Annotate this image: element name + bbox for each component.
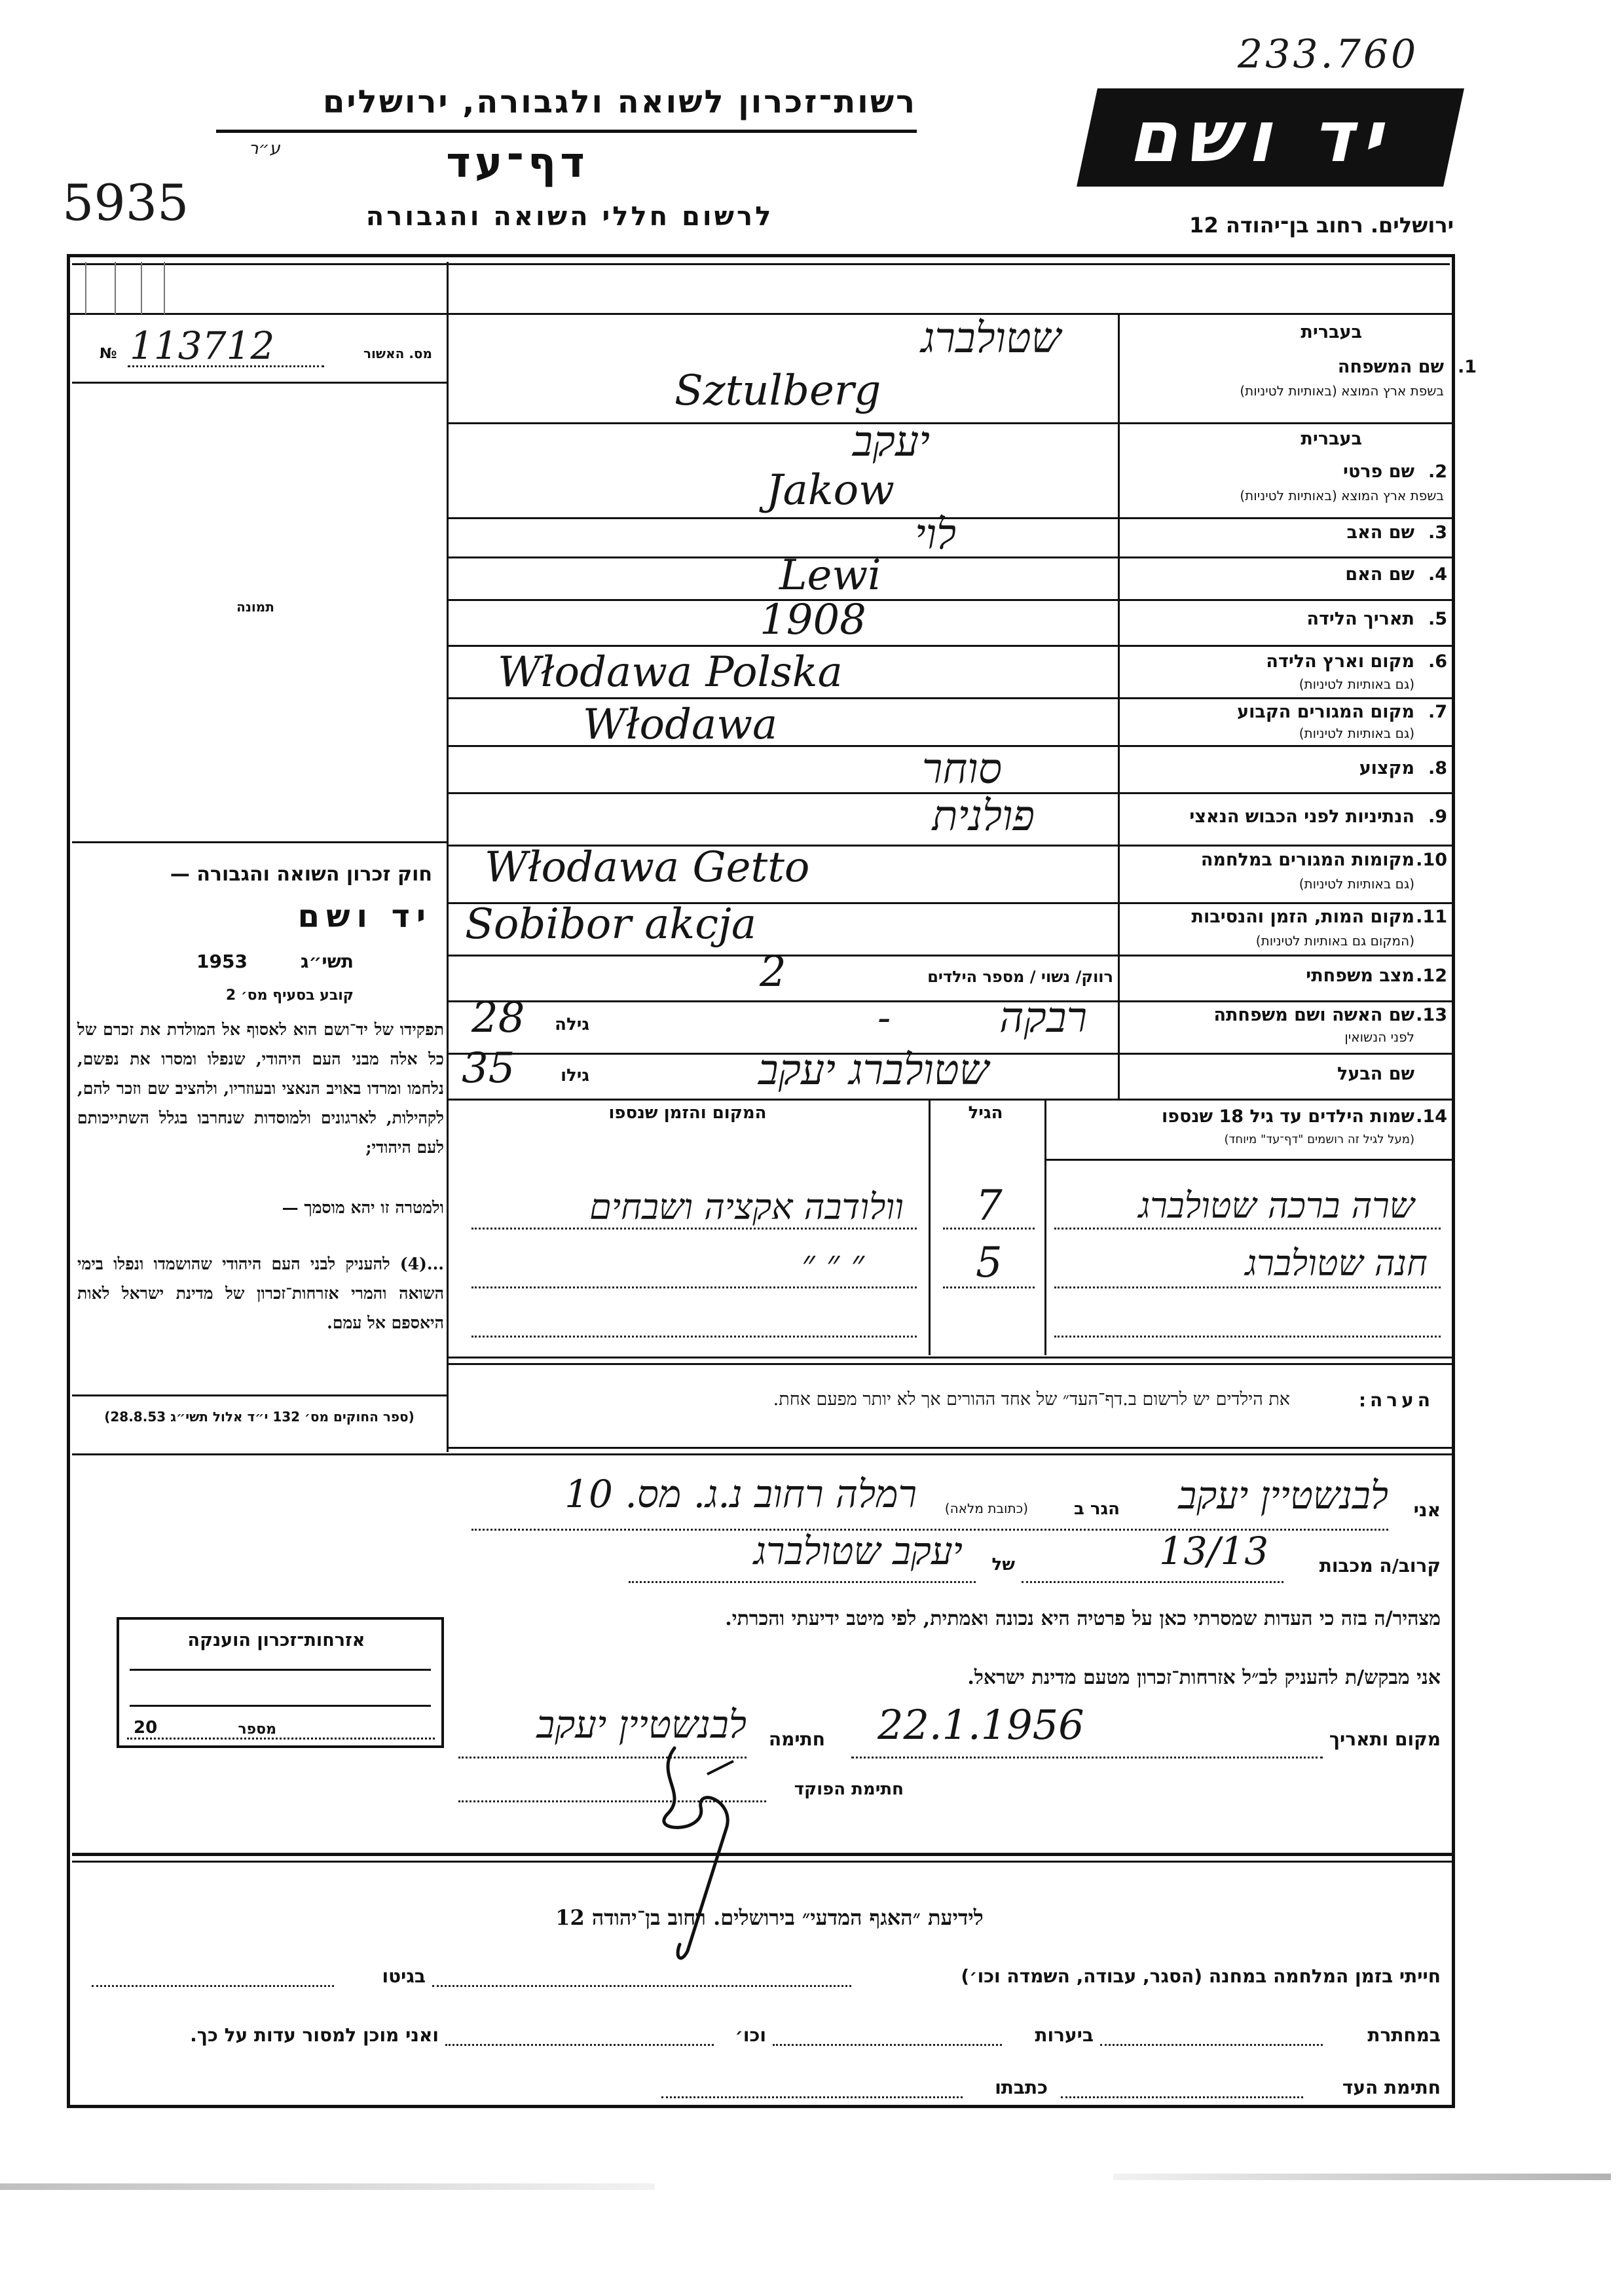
children-header-sub: (מעל לגיל זה רושמים "דף־עד" מיוחד) bbox=[1224, 1133, 1414, 1146]
scan-artifact bbox=[1113, 2174, 1611, 2180]
frame-top-row-line bbox=[67, 313, 1455, 315]
field-4-label: שם האם bbox=[1345, 564, 1414, 585]
sidebar-separator bbox=[447, 262, 449, 1452]
citizenship-number: 20 bbox=[134, 1718, 158, 1738]
field-12-value-label: רווק/ נשוי / מספר הילדים bbox=[927, 968, 1113, 986]
field-2-hebrew-tag: בעברית bbox=[1301, 429, 1362, 449]
label-column-separator bbox=[1118, 313, 1120, 1099]
citizenship-number-line bbox=[127, 1738, 435, 1740]
decl-signature-label: חתימה bbox=[768, 1728, 825, 1750]
field-9-label: הנתיניות לפני הכבוש הנאצי bbox=[1189, 807, 1414, 827]
page-number: 5935 bbox=[62, 173, 189, 232]
citizenship-line bbox=[130, 1669, 431, 1671]
decl-statement-1: מצהיר/ה בזה כי העדות שמסרתי כאן על פרטיה היא נכונה ואמתית, לפי מיטב ידיעתי והכרתי. bbox=[725, 1607, 1441, 1630]
field-2-sublabel: בשפת ארץ המוצא (באותיות לטיניות) bbox=[1240, 488, 1444, 503]
address: ירושלים. רחוב בן־יהודה 12 bbox=[1189, 213, 1454, 238]
children-header-line bbox=[1044, 1159, 1452, 1161]
bottom-line1-a: חייתי בזמן המלחמה במחנה (הסגר, עבודה, השמדה וכו׳) bbox=[961, 1965, 1441, 1987]
field-6-sublabel: (גם באותיות לטיניות) bbox=[1299, 676, 1414, 692]
archive-number: 233.760 bbox=[1238, 31, 1419, 77]
child-1-place: וולודבה אקציה ושבחים bbox=[589, 1186, 904, 1228]
row-line bbox=[447, 645, 1452, 647]
field-1-label: שם המשפחה bbox=[1337, 357, 1444, 377]
field-13-age: 28 bbox=[471, 994, 525, 1042]
field-9-number: 9. bbox=[1428, 807, 1447, 827]
decl-official-sig-label: חתימת הפוקד bbox=[794, 1779, 904, 1799]
field-13-sublabel: לפני הנשואין bbox=[1344, 1029, 1414, 1045]
decl-address-note: (כתובת מלאה) bbox=[944, 1501, 1028, 1516]
bottom-line3-underline bbox=[661, 2096, 963, 2098]
law-paragraph-2: ...(4) להעניק לבני העם היהודי שהושמדו ונפלו בימי השואה והמרי אזרחות־זכרון של מדינת ישראל לאות היאספם אל עמם. bbox=[77, 1254, 444, 1332]
field-7-label: מקום המגורים הקבוע bbox=[1237, 702, 1414, 722]
field-1-number: 1. bbox=[1457, 357, 1477, 377]
bottom-line2-underline bbox=[1100, 2044, 1323, 2046]
field-11-sublabel: (המקום גם באותיות לטיניות) bbox=[1255, 933, 1414, 949]
decl-of-label: של bbox=[991, 1555, 1015, 1575]
child-2-name: חנה שטולברג bbox=[1245, 1243, 1428, 1284]
law-paragraph-1-end: ולמטרה זו יהא מוסמך — bbox=[282, 1198, 444, 1217]
approval-number: 113712 bbox=[130, 323, 275, 368]
field-12-value: 2 bbox=[760, 948, 786, 996]
field-10-label: מקומות המגורים במלחמה bbox=[1200, 850, 1414, 870]
decl-relation-underline bbox=[1022, 1581, 1283, 1583]
field-5-number: 5. bbox=[1428, 609, 1447, 629]
field-11-value: Sobibor akcja bbox=[465, 900, 757, 949]
decl-i-value: לבנשטיין יעקב bbox=[1178, 1473, 1388, 1518]
citizenship-box bbox=[117, 1617, 444, 1748]
children-number: 14. bbox=[1416, 1106, 1447, 1127]
row-line bbox=[447, 697, 1452, 699]
field-10-value: Włodawa Getto bbox=[485, 843, 810, 892]
bottom-line2-d: ואני מוכן למסור עדות על כך. bbox=[190, 2024, 439, 2046]
law-clause: קובע בסעיף מס׳ 2 bbox=[225, 987, 354, 1004]
field-4-value: Lewi bbox=[779, 551, 881, 600]
bottom-line2-underline bbox=[445, 2044, 714, 2046]
sidebar-photo-line bbox=[72, 841, 447, 843]
small-mark: ע״ר bbox=[249, 139, 280, 158]
field-1-value-latin: Sztulberg bbox=[674, 367, 881, 415]
law-title: חוק זכרון השואה והגבורה — bbox=[170, 863, 432, 886]
note-bottom-line bbox=[447, 1447, 1452, 1449]
field-3-value: לוי bbox=[914, 511, 956, 559]
field-11-number: 11. bbox=[1416, 907, 1447, 927]
bottom-section-line bbox=[72, 1853, 1452, 1856]
children-col-sep-1 bbox=[929, 1100, 931, 1355]
bottom-section-line-2 bbox=[72, 1861, 1452, 1863]
bottom-line1-underline bbox=[92, 1985, 334, 1987]
field-7-number: 7. bbox=[1428, 702, 1447, 722]
field-2-value-latin: Jakow bbox=[766, 466, 895, 515]
top-grid-line bbox=[164, 262, 165, 314]
child-row-underline bbox=[1054, 1286, 1441, 1288]
field-3-label: שם האב bbox=[1346, 522, 1414, 543]
frame-inner-top bbox=[72, 263, 1450, 265]
field-2-number: 2. bbox=[1428, 462, 1447, 482]
field-12-number: 12. bbox=[1416, 966, 1447, 986]
authority-underline bbox=[216, 130, 917, 133]
decl-statement-2: אני מבקש/ת להעניק לב״ל אזרחות־זכרון מטעם מדינת ישראל. bbox=[967, 1666, 1441, 1689]
decl-place-date-label: מקום ותאריך bbox=[1329, 1728, 1441, 1750]
row-line bbox=[447, 955, 1452, 957]
field-1-hebrew-tag: בעברית bbox=[1301, 322, 1362, 342]
law-footer: (ספר החוקים מס׳ 132 י״ד אלול תשי״ג 28.8.53) bbox=[104, 1409, 415, 1425]
form-subtitle: לרשום חללי השואה והגבורה bbox=[365, 202, 774, 232]
decl-living-label: הגר ב bbox=[1073, 1499, 1120, 1519]
field-8-label: מקצוע bbox=[1359, 758, 1414, 778]
citizenship-line bbox=[130, 1705, 431, 1707]
row-line bbox=[447, 422, 1452, 424]
child-row-underline bbox=[471, 1286, 917, 1288]
child-2-age: 5 bbox=[976, 1239, 1003, 1287]
bottom-title: לידיעת ״האגף המדעי״ בירושלים. רחוב בן־יהודה 12 bbox=[555, 1905, 984, 1930]
decl-of-underline bbox=[629, 1581, 976, 1583]
note-top-line-2 bbox=[447, 1363, 1452, 1365]
decl-signature-value: לבנשטיין יעקב bbox=[536, 1702, 747, 1747]
sidebar-approval-line bbox=[72, 382, 447, 384]
bottom-line3-underline bbox=[1061, 2096, 1303, 2098]
field-13-age-label: גילה bbox=[555, 1015, 589, 1034]
bottom-line2-underline bbox=[773, 2044, 1002, 2046]
field-husband-age-label: גילו bbox=[561, 1066, 589, 1085]
law-year-hebrew: תשי״ג bbox=[301, 951, 354, 972]
child-row-underline bbox=[471, 1228, 917, 1230]
decl-of-value: יעקב שטולברג bbox=[753, 1529, 963, 1573]
field-6-number: 6. bbox=[1428, 651, 1447, 672]
field-6-value: Włodawa Polska bbox=[498, 648, 843, 697]
note-text: את הילדים יש לרשום ב.דף־העד״ של אחד ההורים אך לא יותר מפעם אחת. bbox=[773, 1389, 1290, 1410]
photo-label: תמונה bbox=[236, 599, 274, 615]
note-bottom-line-2 bbox=[72, 1453, 1452, 1455]
decl-address-value: רמלה רחוב נ.ג. מס. 10 bbox=[564, 1472, 917, 1516]
field-4-number: 4. bbox=[1428, 564, 1447, 585]
field-3-number: 3. bbox=[1428, 522, 1447, 543]
citizenship-title: אזרחות־זכרון הוענקה bbox=[187, 1630, 365, 1650]
decl-date-value: 22.1.1956 bbox=[877, 1701, 1084, 1749]
authority-name: רשות־זכרון לשואה ולגבורה, ירושלים bbox=[322, 84, 917, 120]
field-2-value-hebrew: יעקב bbox=[852, 418, 930, 466]
field-1-sublabel: בשפת ארץ המוצא (באותיות לטיניות) bbox=[1240, 383, 1444, 399]
note-top-line bbox=[447, 1357, 1452, 1358]
field-13-dash: - bbox=[877, 995, 891, 1041]
bottom-line1-b: בגיטו bbox=[382, 1965, 426, 1987]
decl-relative-label: קרוב/ה מכבות bbox=[1319, 1555, 1441, 1576]
note-label: הערה: bbox=[1358, 1389, 1434, 1411]
bottom-line2-b: ביערות bbox=[1035, 2024, 1094, 2046]
approval-underline bbox=[128, 365, 324, 367]
field-10-number: 10. bbox=[1416, 850, 1447, 870]
child-row-underline bbox=[1054, 1336, 1441, 1338]
field-8-value: סוחר bbox=[921, 745, 1002, 793]
field-11-label: מקום המות, הזמן והנסיבות bbox=[1191, 907, 1414, 927]
approval-row bbox=[72, 321, 445, 373]
bottom-line1-underline bbox=[432, 1985, 851, 1987]
field-2-label: שם פרטי bbox=[1343, 462, 1414, 482]
field-9-value: פולנית bbox=[932, 792, 1035, 841]
top-grid-line bbox=[115, 262, 116, 314]
children-col-place: המקום והזמן שנספו bbox=[608, 1103, 767, 1123]
child-row-underline bbox=[471, 1336, 917, 1338]
bottom-line2-c: וכו׳ bbox=[735, 2024, 766, 2046]
field-7-sublabel: (גם באותיות לטיניות) bbox=[1299, 725, 1414, 741]
field-husband-value: שטולברג יעקב bbox=[758, 1046, 989, 1095]
field-8-number: 8. bbox=[1428, 758, 1447, 778]
top-grid-line bbox=[141, 262, 142, 314]
citizenship-number-label: מספר bbox=[238, 1721, 276, 1738]
yad-vashem-logo: יד ושם bbox=[1077, 88, 1464, 187]
law-year: 1953 bbox=[196, 951, 248, 972]
children-col-sep-2 bbox=[1044, 1100, 1046, 1355]
decl-i-label: אני bbox=[1413, 1499, 1441, 1521]
row-line bbox=[447, 599, 1452, 601]
top-grid-line bbox=[85, 262, 86, 314]
bottom-line3-a: חתימת העד bbox=[1342, 2077, 1441, 2098]
sidebar-footer-line bbox=[72, 1394, 447, 1396]
field-13-label: שם האשה ושם משפחתה bbox=[1213, 1005, 1414, 1025]
children-header: שמות הילדים עד גיל 18 שנספו bbox=[1161, 1106, 1414, 1127]
field-10-sublabel: (גם באותיות לטיניות) bbox=[1299, 876, 1414, 892]
form-title: דף־עד bbox=[446, 139, 589, 187]
field-husband-label: שם הבעל bbox=[1337, 1064, 1414, 1084]
child-1-name: שרה ברכה שטולברג bbox=[1138, 1185, 1414, 1226]
decl-date-underline bbox=[851, 1757, 1323, 1758]
child-1-age: 7 bbox=[976, 1182, 1003, 1230]
bottom-line2-a: במחתרת bbox=[1367, 2024, 1441, 2046]
field-13-number: 13. bbox=[1416, 1005, 1447, 1025]
child-2-place: ״ ״ ״ bbox=[802, 1243, 864, 1284]
field-5-label: תאריך הלידה bbox=[1306, 609, 1414, 629]
bottom-line3-b: כתבתו bbox=[995, 2077, 1048, 2098]
field-5-value: 1908 bbox=[760, 596, 866, 644]
child-row-underline bbox=[1054, 1228, 1441, 1230]
law-name: יד ושם bbox=[297, 898, 432, 935]
scan-artifact bbox=[0, 2183, 655, 2190]
decl-relation-value: 13/13 bbox=[1159, 1529, 1269, 1573]
field-7-value: Włodawa bbox=[583, 701, 778, 749]
field-husband-age: 35 bbox=[462, 1044, 515, 1093]
field-13-value: רבקה bbox=[999, 994, 1087, 1042]
field-12-label: מצב משפחתי bbox=[1306, 966, 1414, 986]
approval-label: מס. האשור bbox=[363, 346, 432, 361]
law-paragraph-1: תפקידו של יד־ושם הוא לאסוף אל המולדת את זכרם של כל אלה מבני העם היהודי, שנפלו ומסרו את נפשם, נלחמו ומרדו באויב הנאצי ובעוזריו, ולהציב שם וזכר להם, לקהילות, לארגונים ולמוסדות שנחרבו בגלל השתייכותם לעם היהודי; bbox=[77, 1020, 444, 1157]
approval-suffix: № bbox=[100, 346, 117, 362]
field-1-value-hebrew: שטולברג bbox=[921, 314, 1061, 363]
row-line bbox=[447, 1099, 1452, 1101]
field-6-label: מקום וארץ הלידה bbox=[1266, 651, 1414, 672]
children-col-age: הגיל bbox=[968, 1103, 1003, 1123]
